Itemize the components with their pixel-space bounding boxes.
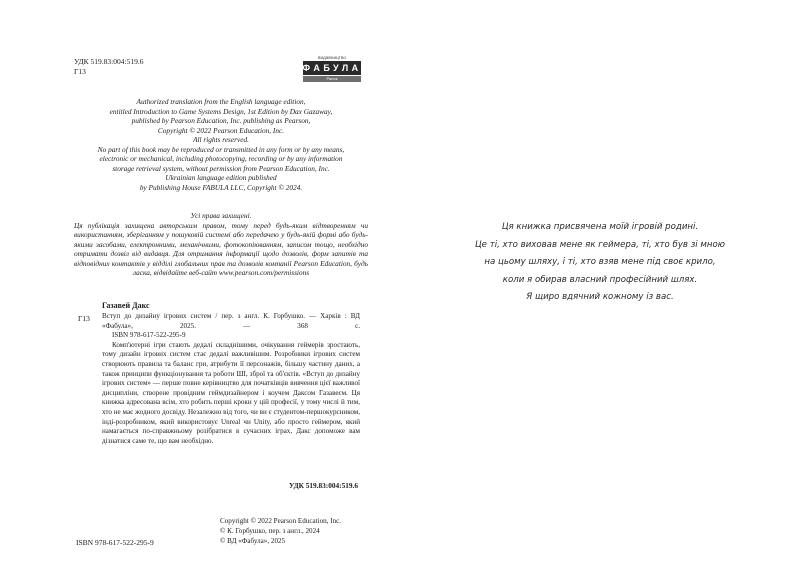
dedication-line: коли я обирав власний професійний шлях.	[502, 274, 698, 285]
dedication-line: Ця книжка присвячена моїй ігровій родині.	[501, 222, 699, 232]
author-name: Газавей Дакс	[102, 301, 150, 310]
isbn-footer: ISBN 978-617-522-295-9	[76, 538, 154, 547]
logo-wordmark: ФАБУЛА	[302, 63, 362, 73]
bibliographic-description	[102, 312, 360, 446]
copyright-block	[220, 516, 341, 546]
copyright-line: © К. Горбушко, пер. з англ., 2024	[220, 527, 320, 535]
dedication-line: на цьому шляху, і ті, хто взяв мене під своє крило,	[484, 257, 716, 267]
right-page	[400, 0, 800, 577]
dedication-line: Я щиро вдячний кожному із вас.	[526, 292, 674, 302]
catalog-index-side: Г13	[78, 314, 90, 323]
publisher-logo	[302, 55, 362, 91]
udk-footer: УДК 519.83:004:519.6	[288, 481, 358, 490]
udk-header	[74, 57, 143, 77]
catalog-index: Г13	[74, 67, 86, 76]
dedication-line: Це ті, хто виховав мене як геймера, ті, хто був зі мною	[475, 239, 725, 250]
notice-line: by Publishing House FABULA LLC, Copyright © 2024.	[139, 182, 303, 192]
copyright-line: © ВД «Фабула», 2025	[220, 537, 286, 545]
notice-line: entitled Introduction to Game Systems Design, 1st Edition by Dax Gazaway,	[109, 106, 333, 116]
dedication	[400, 219, 800, 307]
udk-code: УДК 519.83:004:519.6	[74, 57, 144, 66]
copyright-line: Copyright © 2022 Pearson Education, Inc.	[220, 517, 342, 525]
annotation: Комп'ютерні ігри стають дедалі складнішими, очікування геймерів зростають, тому дизайн ігрових систем стає дедалі важливішим. Розробники ігрових систем створюють правила та баланс гри, атрибути її персонажів, більшу частину даних, а також принципи функціонування та роботи ШІ, зброї та об'єктів. «Вступ до дизайну ігрових систем» — перше повне керівництво для початківців вивчення цієї важливої дисципліни, створене провідним геймдизайнером і коучем Даксом Газавеєм. Ця книжка адресована всім, хто робить перші кроки у цій професії, у тому числі й тим, хто не має жодного досвіду. Незалежно від того, чи ви є студентом-першокурсником, інді-розробником, який використовує Unreal чи Unity, або просто геймером, який намагається по-справжньому розібратися в сучасних іграх, Дакс допоможе вам дізнатися саме те, що вам необхідно.	[102, 340, 360, 445]
logo-publisher-text: видавництво	[317, 55, 346, 60]
notice-line: No part of this book may be reproduced or transmitted in any form or by any means,	[97, 144, 345, 154]
book-title-line: Вступ до дизайну ігрових систем / пер. з англ. К. Горбушко. — Харків : ВД «Фабула», 2025. — 368 с.	[102, 312, 360, 330]
isbn-line: ISBN 978-617-522-295-9	[112, 331, 186, 340]
rights-text: Ця публікація захищена авторським правом, тому перед будь-яким відтворенням чи використанням, зберіганням у пошуковій системі або передачею у будь-якій формі або будь-якими засобами, електронними, механічними, фотокопіюванням, записом тощо, необхідно отримати дозвіл від видавця. Для отримання інформації щодо дозволів, форм запитів та відповідних контактів у відділі глобальних прав та дозволів компанії Pearson Education, будь ласка, відвідайте веб-сайт www.pearson.com/permissions	[74, 220, 368, 277]
logo-subbrand: Ранок	[303, 76, 361, 82]
rights-heading: Усі права захищені.	[190, 211, 252, 220]
logo-wordmark-box	[303, 61, 361, 75]
notice-line: published by Pearson Education, Inc. publishing as Pearson,	[131, 116, 311, 125]
notice-line: storage retrieval system, without permission from Pearson Education, Inc.	[112, 163, 330, 173]
notice-line: Ukrainian language edition published	[165, 173, 277, 182]
rights-notice-ua	[74, 211, 368, 278]
notice-line: All rights reserved.	[193, 135, 249, 144]
notice-line: Authorized translation from the English language edition,	[136, 97, 306, 106]
notice-line: Copyright © 2022 Pearson Education, Inc.	[157, 125, 285, 135]
authorized-translation-notice	[74, 97, 368, 192]
notice-line: electronic or mechanical, including photocopying, recording or by any information	[99, 154, 343, 163]
